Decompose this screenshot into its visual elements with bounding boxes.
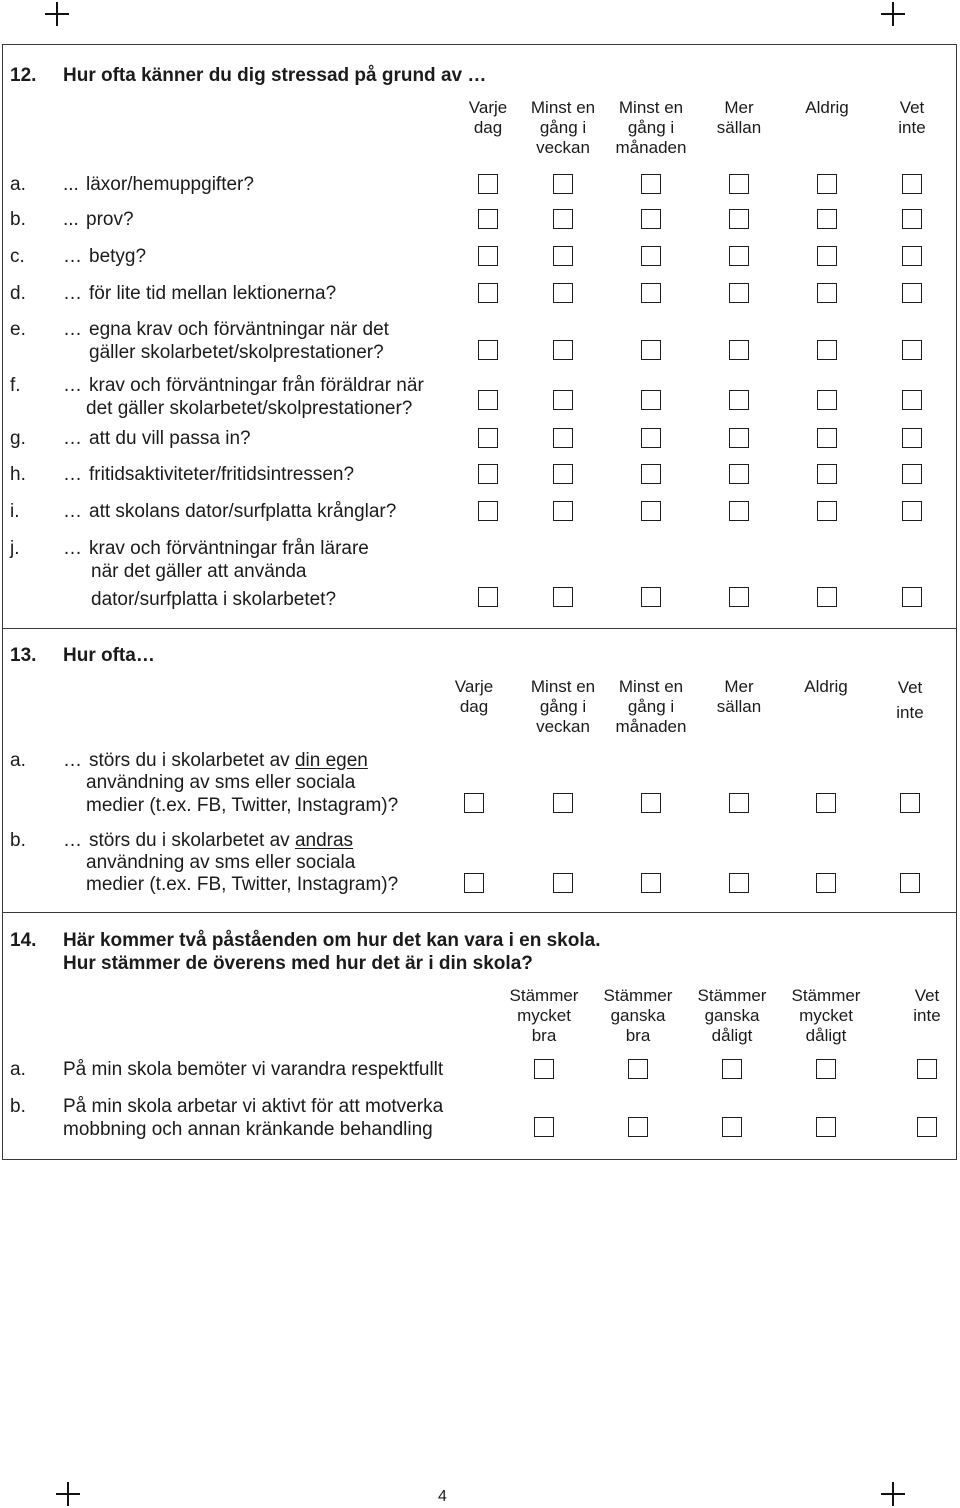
column-header-dont-know: Vet inte: [896, 678, 924, 722]
column-header-never: Aldrig: [805, 98, 849, 117]
answer-checkbox[interactable]: [478, 464, 498, 484]
answer-checkbox[interactable]: [553, 873, 573, 893]
answer-checkbox[interactable]: [464, 873, 484, 893]
item-text: läxor/hemuppgifter?: [86, 173, 254, 195]
item-letter: e.: [10, 318, 26, 340]
item-text: krav och förväntningar från föräldrar när: [89, 374, 424, 396]
answer-checkbox[interactable]: [902, 283, 922, 303]
answer-options: [440, 501, 945, 521]
answer-checkbox[interactable]: [900, 873, 920, 893]
item-text: [89, 749, 368, 772]
answer-checkbox[interactable]: [902, 174, 922, 194]
answer-checkbox[interactable]: [553, 793, 573, 813]
answer-options: [440, 174, 945, 194]
column-header-dont-know: Vet inte: [913, 986, 941, 1025]
answer-checkbox[interactable]: [902, 246, 922, 266]
item-text: medier (t.ex. FB, Twitter, Instagram)?: [86, 794, 399, 816]
column-header-every-day: Varje dag: [454, 677, 494, 716]
column-header-monthly: Minst en gång i månaden: [615, 677, 687, 736]
answer-options: [440, 283, 945, 303]
item-letter: b.: [10, 1095, 26, 1117]
item-text: när det gäller att använda: [91, 560, 307, 582]
item-ellipsis: …: [63, 427, 82, 449]
item-ellipsis: …: [63, 374, 82, 396]
answer-checkbox[interactable]: [641, 209, 661, 229]
item-letter: i.: [10, 500, 20, 522]
answer-checkbox[interactable]: [729, 428, 749, 448]
page-number: 4: [438, 1488, 447, 1505]
item-letter: a.: [10, 173, 26, 195]
answer-checkbox[interactable]: [641, 390, 661, 410]
answer-options: [440, 1117, 945, 1137]
item-text: prov?: [86, 208, 134, 230]
answer-checkbox[interactable]: [478, 340, 498, 360]
item-text: att skolans dator/surfplatta krånglar?: [89, 500, 397, 522]
item-letter: d.: [10, 282, 26, 304]
column-header-agree-strongly: Stämmer mycket bra: [509, 986, 579, 1045]
answer-checkbox[interactable]: [641, 501, 661, 521]
answer-checkbox[interactable]: [729, 174, 749, 194]
answer-checkbox[interactable]: [817, 283, 837, 303]
answer-checkbox[interactable]: [553, 428, 573, 448]
question-12: [0, 44, 960, 628]
item-text: [89, 829, 353, 852]
answer-checkbox[interactable]: [553, 246, 573, 266]
answer-options: [440, 428, 945, 448]
item-text-part: störs du i skolarbetet av: [89, 749, 295, 771]
answer-checkbox[interactable]: [817, 246, 837, 266]
item-text: det gäller skolarbetet/skolprestationer?: [86, 397, 413, 419]
answer-checkbox[interactable]: [902, 340, 922, 360]
answer-checkbox[interactable]: [641, 428, 661, 448]
answer-checkbox[interactable]: [553, 587, 573, 607]
answer-checkbox[interactable]: [729, 587, 749, 607]
item-ellipsis: …: [63, 537, 82, 559]
item-letter: a.: [10, 749, 26, 771]
answer-checkbox[interactable]: [464, 793, 484, 813]
item-text: att du vill passa in?: [89, 427, 251, 449]
answer-options: [440, 1059, 945, 1079]
item-text: dator/surfplatta i skolarbetet?: [91, 588, 337, 610]
item-ellipsis: …: [63, 282, 82, 304]
question-13: [0, 628, 960, 912]
answer-options: [440, 340, 945, 360]
crop-mark-bottom-right: [881, 1482, 905, 1506]
answer-options: [440, 464, 945, 484]
answer-checkbox[interactable]: [902, 209, 922, 229]
answer-checkbox[interactable]: [553, 464, 573, 484]
item-text: medier (t.ex. FB, Twitter, Instagram)?: [86, 873, 399, 895]
item-letter: c.: [10, 245, 25, 267]
answer-checkbox[interactable]: [816, 1059, 836, 1079]
item-letter: a.: [10, 1058, 26, 1080]
answer-checkbox[interactable]: [641, 174, 661, 194]
answer-checkbox[interactable]: [902, 390, 922, 410]
answer-checkbox[interactable]: [534, 1059, 554, 1079]
item-text: egna krav och förväntningar när det: [89, 318, 389, 340]
item-text: På min skola arbetar vi aktivt för att motverka: [63, 1095, 444, 1117]
answer-checkbox[interactable]: [722, 1117, 742, 1137]
answer-checkbox[interactable]: [729, 340, 749, 360]
item-text: användning av sms eller sociala: [86, 851, 356, 873]
answer-checkbox[interactable]: [534, 1117, 554, 1137]
answer-checkbox[interactable]: [478, 390, 498, 410]
answer-checkbox[interactable]: [817, 390, 837, 410]
answer-checkbox[interactable]: [900, 793, 920, 813]
answer-checkbox[interactable]: [641, 340, 661, 360]
answer-checkbox[interactable]: [478, 501, 498, 521]
question-14: [0, 912, 960, 1160]
item-letter: j.: [10, 537, 20, 559]
answer-checkbox[interactable]: [628, 1117, 648, 1137]
item-ellipsis: ...: [63, 173, 79, 195]
answer-checkbox[interactable]: [553, 174, 573, 194]
column-header-disagree-somewhat: Stämmer ganska dåligt: [697, 986, 767, 1045]
question-number: 13.: [10, 644, 37, 666]
crop-mark-top-right: [881, 2, 905, 26]
column-header-dont-know: Vet inte: [898, 98, 926, 137]
item-text-emphasis: andras: [294, 829, 354, 851]
column-header-monthly: Minst en gång i månaden: [615, 98, 687, 157]
column-header-weekly: Minst en gång i veckan: [530, 98, 596, 157]
answer-checkbox[interactable]: [817, 209, 837, 229]
answer-checkbox[interactable]: [478, 246, 498, 266]
answer-checkbox[interactable]: [817, 174, 837, 194]
answer-checkbox[interactable]: [729, 209, 749, 229]
column-header-weekly: Minst en gång i veckan: [530, 677, 596, 736]
crop-mark-top-left: [45, 2, 69, 26]
answer-checkbox[interactable]: [902, 428, 922, 448]
answer-checkbox[interactable]: [902, 464, 922, 484]
answer-options: [440, 873, 945, 893]
item-letter: f.: [10, 374, 21, 396]
answer-options: [440, 246, 945, 266]
question-number: 12.: [10, 65, 37, 86]
item-ellipsis: …: [63, 318, 82, 340]
answer-checkbox[interactable]: [729, 464, 749, 484]
question-number: 14.: [10, 929, 37, 951]
item-ellipsis: …: [63, 749, 82, 771]
answer-options: [440, 209, 945, 229]
answer-checkbox[interactable]: [817, 340, 837, 360]
answer-checkbox[interactable]: [553, 390, 573, 410]
column-header-less-often: Mer sällan: [716, 98, 762, 137]
answer-checkbox[interactable]: [478, 283, 498, 303]
answer-checkbox[interactable]: [902, 587, 922, 607]
item-letter: h.: [10, 463, 26, 485]
item-letter: b.: [10, 829, 26, 851]
answer-checkbox[interactable]: [817, 501, 837, 521]
answer-checkbox[interactable]: [917, 1059, 937, 1079]
answer-options: [440, 793, 945, 813]
column-header-never: Aldrig: [804, 677, 848, 696]
item-ellipsis: …: [63, 463, 82, 485]
answer-checkbox[interactable]: [641, 246, 661, 266]
answer-checkbox[interactable]: [729, 793, 749, 813]
question-title: Hur stämmer de överens med hur det är i din skola?: [63, 952, 533, 974]
item-text: krav och förväntningar från lärare: [89, 537, 369, 559]
answer-checkbox[interactable]: [628, 1059, 648, 1079]
column-header-agree-somewhat: Stämmer ganska bra: [603, 986, 673, 1045]
answer-checkbox[interactable]: [729, 283, 749, 303]
answer-checkbox[interactable]: [553, 283, 573, 303]
question-title: Hur ofta känner du dig stressad på grund av …: [63, 65, 487, 86]
column-header-disagree-strongly: Stämmer mycket dåligt: [791, 986, 861, 1045]
item-text: betyg?: [89, 245, 147, 267]
answer-checkbox[interactable]: [478, 587, 498, 607]
answer-checkbox[interactable]: [553, 340, 573, 360]
answer-checkbox[interactable]: [729, 246, 749, 266]
answer-checkbox[interactable]: [553, 209, 573, 229]
item-ellipsis: …: [63, 500, 82, 522]
item-letter: g.: [10, 427, 26, 449]
column-header-less-often: Mer sällan: [716, 677, 762, 716]
answer-checkbox[interactable]: [729, 501, 749, 521]
answer-checkbox[interactable]: [816, 873, 836, 893]
answer-checkbox[interactable]: [902, 501, 922, 521]
answer-checkbox[interactable]: [917, 1117, 937, 1137]
item-text-part: störs du i skolarbetet av: [89, 829, 295, 851]
question-title: Hur ofta…: [63, 644, 155, 666]
item-ellipsis: …: [63, 245, 82, 267]
item-text: gäller skolarbetet/skolprestationer?: [89, 341, 384, 363]
answer-checkbox[interactable]: [816, 793, 836, 813]
item-text: mobbning och annan kränkande behandling: [63, 1118, 433, 1140]
answer-checkbox[interactable]: [729, 390, 749, 410]
item-letter: b.: [10, 208, 26, 230]
question-title: Här kommer två påståenden om hur det kan vara i en skola.: [63, 929, 601, 951]
answer-checkbox[interactable]: [641, 464, 661, 484]
answer-checkbox[interactable]: [641, 873, 661, 893]
answer-checkbox[interactable]: [729, 873, 749, 893]
answer-checkbox[interactable]: [553, 501, 573, 521]
item-text: fritidsaktiviteter/fritidsintressen?: [89, 463, 355, 485]
answer-checkbox[interactable]: [478, 174, 498, 194]
answer-checkbox[interactable]: [817, 428, 837, 448]
item-text-emphasis: din egen: [294, 749, 368, 771]
answer-options: [440, 390, 945, 410]
answer-checkbox[interactable]: [641, 793, 661, 813]
answer-options: [440, 587, 945, 607]
answer-checkbox[interactable]: [817, 587, 837, 607]
answer-checkbox[interactable]: [641, 587, 661, 607]
item-text: På min skola bemöter vi varandra respektfullt: [63, 1058, 444, 1080]
answer-checkbox[interactable]: [817, 464, 837, 484]
answer-checkbox[interactable]: [722, 1059, 742, 1079]
answer-checkbox[interactable]: [641, 283, 661, 303]
answer-checkbox[interactable]: [816, 1117, 836, 1137]
item-text: för lite tid mellan lektionerna?: [89, 282, 337, 304]
column-header-every-day: Varje dag: [468, 98, 508, 137]
item-ellipsis: …: [63, 829, 82, 851]
answer-checkbox[interactable]: [478, 209, 498, 229]
item-ellipsis: ...: [63, 208, 79, 230]
item-text: användning av sms eller sociala: [86, 771, 356, 793]
crop-mark-bottom-left: [56, 1482, 80, 1506]
answer-checkbox[interactable]: [478, 428, 498, 448]
